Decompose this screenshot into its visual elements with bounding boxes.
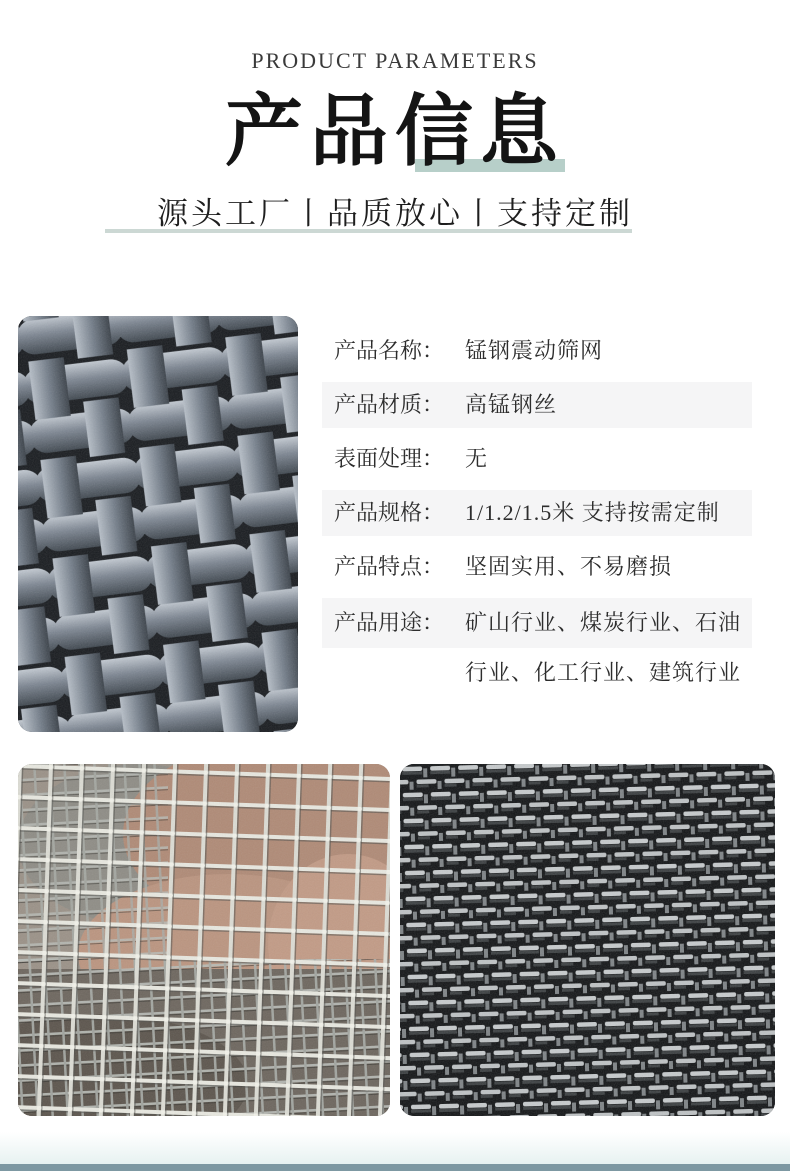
param-row (322, 436, 752, 482)
eyebrow-text: PRODUCT PARAMETERS (251, 48, 539, 73)
param-value: 坚固实用、不易磨损 (465, 554, 673, 579)
page-title-text: 产品信息 (224, 88, 565, 175)
footer-bar (0, 1164, 790, 1171)
param-label: 产品特点： (334, 554, 445, 579)
param-value: 1/1.2/1.5米 支持按需定制 (465, 500, 720, 525)
page-title (225, 88, 565, 176)
main-product-photo (18, 316, 298, 732)
param-value: 锰钢震动筛网 (465, 338, 604, 363)
photo-gallery (0, 764, 790, 1116)
param-label: 产品用途： (334, 610, 445, 635)
param-value: 矿山行业、煤炭行业、石油行业、化工行业、建筑行业 (465, 610, 742, 685)
subtitle: 源头工厂丨品质放心丨支持定制 (157, 196, 633, 231)
param-row (322, 490, 752, 536)
param-value: 高锰钢丝 (465, 392, 558, 417)
subtitle-wrap (0, 192, 790, 236)
param-row (322, 382, 752, 428)
content-section (0, 316, 790, 732)
param-row (322, 328, 752, 374)
param-row (322, 598, 752, 698)
param-value: 无 (465, 446, 489, 471)
param-row (322, 544, 752, 590)
page-title-wrap (0, 88, 790, 176)
param-table (322, 316, 752, 732)
footer-fade (0, 1132, 790, 1164)
param-label: 表面处理： (334, 446, 445, 471)
gallery-photo-hand-mesh (18, 764, 390, 1116)
param-label: 产品规格： (334, 500, 445, 525)
param-label: 产品材质： (334, 392, 445, 417)
param-label: 产品名称： (334, 338, 445, 363)
gallery-photo-dark-mesh (400, 764, 775, 1116)
